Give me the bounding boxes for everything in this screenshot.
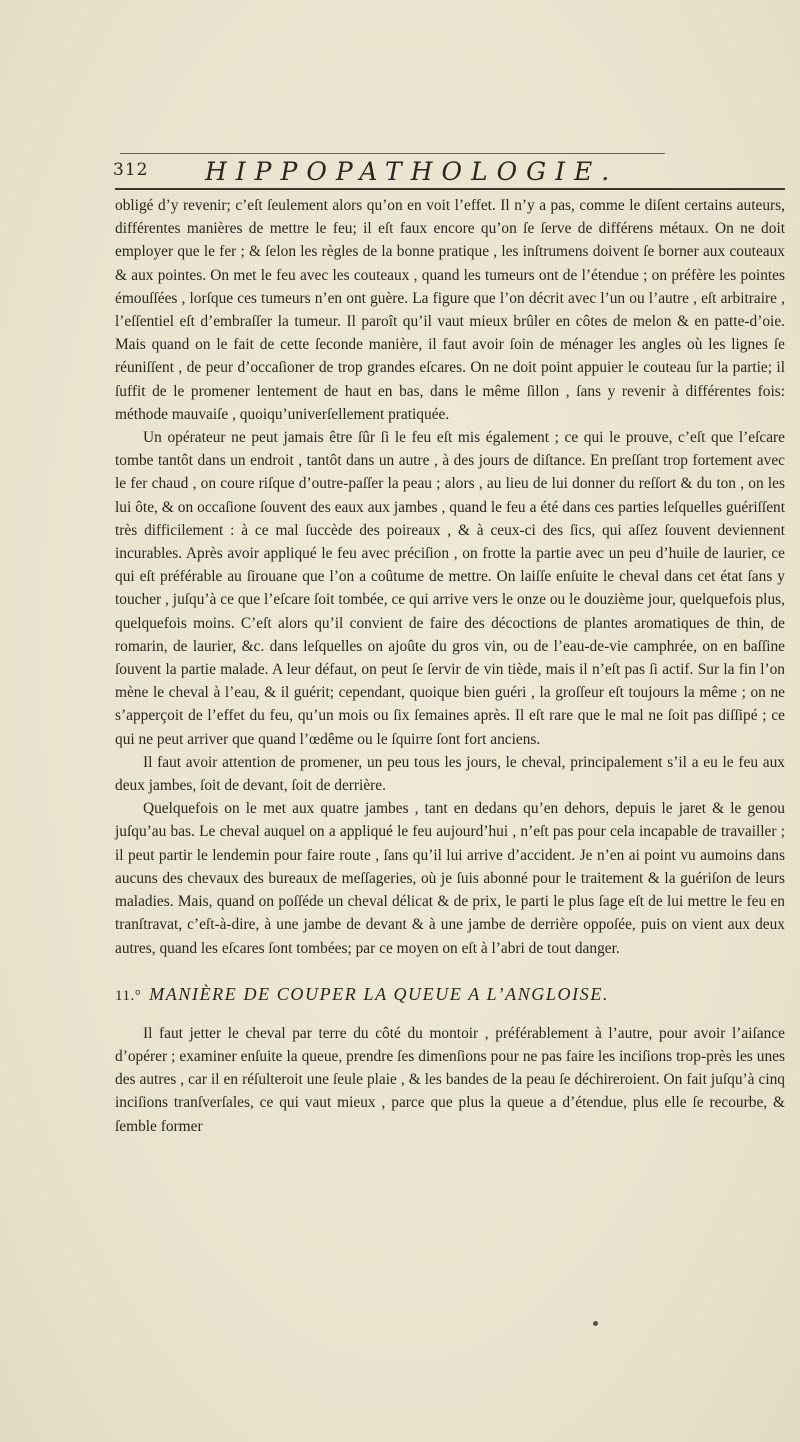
page-number: 312 <box>113 160 149 180</box>
paragraph: Un opérateur ne peut jamais être ſûr ſi le feu eſt mis également ; ce qui le prouve, c’eſt que l’eſcare tombe tantôt dans un endroit , tantôt dans un autre , à des jours de diſtance. En preſſant trop fortement avec le fer chaud , on coure riſque d’outre-paſſer la peau ; alors , au lieu de lui donner du reſſort & du ton , on les lui ôte, & on occaſione ſouvent des eaux aux jambes , quand le feu a été dans ces parties leſquelles guériſſent très difficilement : à ce mal ſuccède des poireaux , & à ceux-ci des ſics, qui aſſez ſouvent deviennent incurables. Après avoir appliqué le feu avec préciſion , on frotte la partie avec un peu d’huile de laurier, ce qui eſt préférable au ſirouane que l’on a coûtume de mettre. On laiſſe enſuite le cheval dans cet état ſans y toucher , juſqu’à ce que l’eſcare ſoit tombée, ce qui arrive vers le onze ou le douzième jour, quelquefois plus, quelquefois moins. C’eſt alors qu’il convient de faire des décoctions de plantes aromatiques de thin, de romarin, de laurier, &c. dans leſquelles on ajoûte du gros vin, ou de l’eau-de-vie camphrée, on en baſſine ſouvent la partie malade. A leur défaut, on peut ſe ſervir de vin tiède, mais il n’eſt pas ſi actif. Sur la fin l’on mène le cheval à l’eau, & il guérit; cependant, quoique bien guéri , la groſſeur eſt toujours la même ; on ne s’apperçoit de l’effet du feu, qu’un mois ou ſix ſemaines après. Il eſt rare que le mal ne ſoit pas diſſipé ; ce qui ne peut arriver que quand l’œdême ou le ſquirre ſont fort anciens. <box>115 429 785 748</box>
header-rule-top <box>120 153 665 154</box>
paragraph: Il faut avoir attention de promener, un peu tous les jours, le cheval, principalement s’il a eu le feu aux deux jambes, ſoit de devant, ſoit de derrière. <box>115 753 785 795</box>
ink-spot <box>593 1321 598 1326</box>
section-title: MANIÈRE DE COUPER LA QUEUE A L’ANGLOISE. <box>149 983 610 1004</box>
paragraph: Il faut jetter le cheval par terre du côté du montoir , préférablement à l’autre, pour avoir l’aiſance d’opérer ; examiner enſuite la queue, prendre ſes dimenſions pour ne pas faire les inciſions trop-près les unes des autres , car il en réſulteroit une ſeule plaie , & les bandes de la peau ſe déchireroient. On fait juſqu’à cinq inciſions tranſverſales, ce qui vaut mieux , parce que plus la queue a d’étendue, plus elle ſe recourbe, & ſemble former <box>115 1024 785 1135</box>
header-rule-bottom <box>115 188 785 190</box>
paragraph-continued: obligé d’y revenir; c’eſt ſeulement alors qu’on en voit l’effet. Il n’y a pas, comme le diſent certains auteurs, différentes manières de mettre le feu; il eſt faux encore qu’on ſe ſerve de différens métaux. On ne doit employer que le fer ; & ſelon les règles de la bonne pratique , les inſtrumens doivent ſe borner aux couteaux & aux pointes. On met le feu avec les couteaux , quand les tumeurs ont de l’étendue ; on préfère les pointes émouſſées , lorſque ces tumeurs n’en ont guère. La figure que l’on décrit avec l’un ou l’autre , eſt arbitraire , l’eſſentiel eſt d’embraſſer la tumeur. Il paroît qu’il vaut mieux brûler en côtes de melon & en patte-d’oie. Mais quand on le fait de cette ſeconde manière, il faut avoir ſoin de ménager les angles où les lignes ſe réuniſſent , de peur d’occaſioner de trop grandes eſcares. On ne doit point appuier le couteau ſur la partie; il ſuffit de le promener lentement de haut en bas, dans le même ſillon , ſans y revenir à différentes fois: méthode mauvaiſe , quoiqu’univerſellement pratiquée. <box>115 197 785 423</box>
section-number: 11.° <box>115 987 142 1004</box>
running-head: HIPPOPATHOLOGIE. <box>205 157 619 186</box>
section-heading <box>115 982 785 1008</box>
paragraph: Quelquefois on le met aux quatre jambes , tant en dedans qu’en dehors, depuis le jaret & le genou juſqu’au bas. Le cheval auquel on a appliqué le feu aujourd’hui , n’eſt pas pour cela incapable de travailler ; il peut partir le lendemin pour faire route , ſans qu’il lui arrive d’accident. Je n’en ai point vu aumoins dans aucuns des chevaux des bureaux de meſſageries, où je ſuis abonné pour le traitement & la guériſon de leurs maladies. Mais, quand on poſſéde un cheval délicat & de prix, le parti le plus ſage eſt de lui mettre le feu en tranſtravat, c’eſt-à-dire, à une jambe de devant & à une jambe de derrière oppoſée, puis on vient aux deux autres, quand les eſcares ſont tombées; par ce moyen on eſt à l’abri de tout danger. <box>115 800 785 957</box>
body-text <box>115 194 785 1138</box>
